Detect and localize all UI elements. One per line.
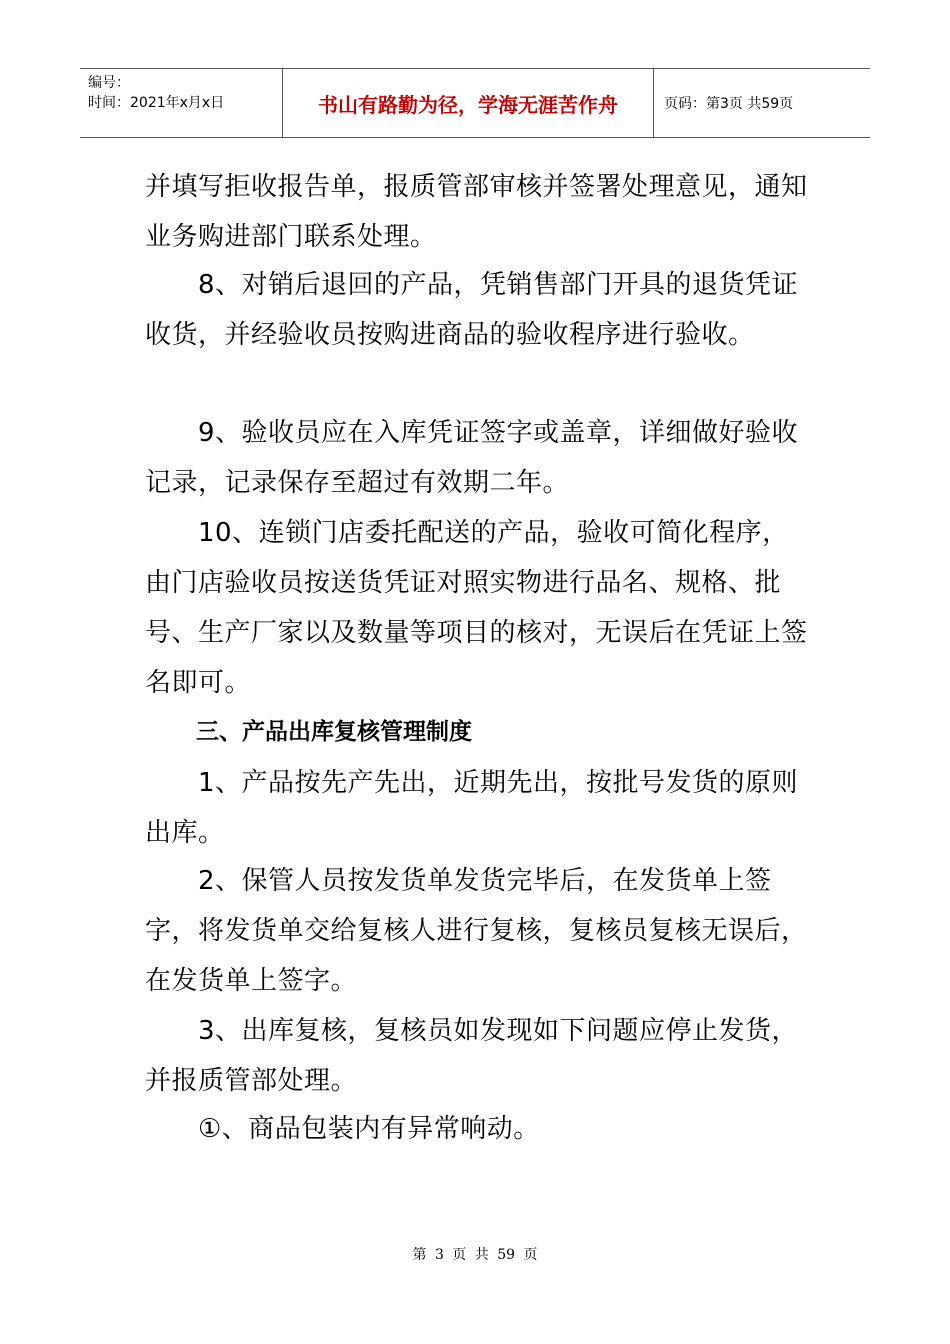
paragraph-item-9: 9、验收员应在入库凭证签字或盖章，详细做好验收记录，记录保存至超过有效期二年。 (145, 418, 799, 498)
header-meta (80, 69, 282, 137)
header-motto: 书山有路勤为径，学海无涯苦作舟 (282, 69, 654, 137)
paragraph-outbound-2: 2、保管人员按发货单发货完毕后，在发货单上签字，将发货单交给复核人进行复核，复核员复核无误后，在发货单上签字。 (145, 866, 808, 996)
header-page-info: 页码：第3页 共59页 (664, 96, 794, 112)
paragraph-item-10: 10、连锁门店委托配送的产品，验收可简化程序，由门店验收员按送货凭证对照实物进行品名、规格、批号、生产厂家以及数量等项目的核对，无误后在凭证上签名即可。 (145, 518, 808, 698)
paragraph-rejection-report: 并填写拒收报告单，报质管部审核并签署处理意见，通知业务购进部门联系处理。 (145, 172, 808, 252)
paragraph-outbound-sub-1: ①、商品包装内有异常响动。 (145, 1114, 540, 1144)
section-heading-outbound-review: 三、产品出库复核管理制度 (196, 719, 472, 745)
paragraph-outbound-3: 3、出库复核，复核员如发现如下问题应停止发货，并报质管部处理。 (145, 1016, 799, 1096)
paragraph-item-8: 8、对销后退回的产品，凭销售部门开具的退货凭证收货，并经验收员按购进商品的验收程序进行验收。 (145, 270, 799, 350)
document-number-label: 编号： (88, 75, 130, 91)
paragraph-outbound-1: 1、产品按先产先出，近期先出，按批号发货的原则出库。 (145, 768, 799, 848)
document-time: 时间：2021年x月x日 (88, 95, 225, 111)
page-header (80, 68, 870, 138)
page-footer: 第 3 页 共 59 页 (412, 1247, 538, 1263)
